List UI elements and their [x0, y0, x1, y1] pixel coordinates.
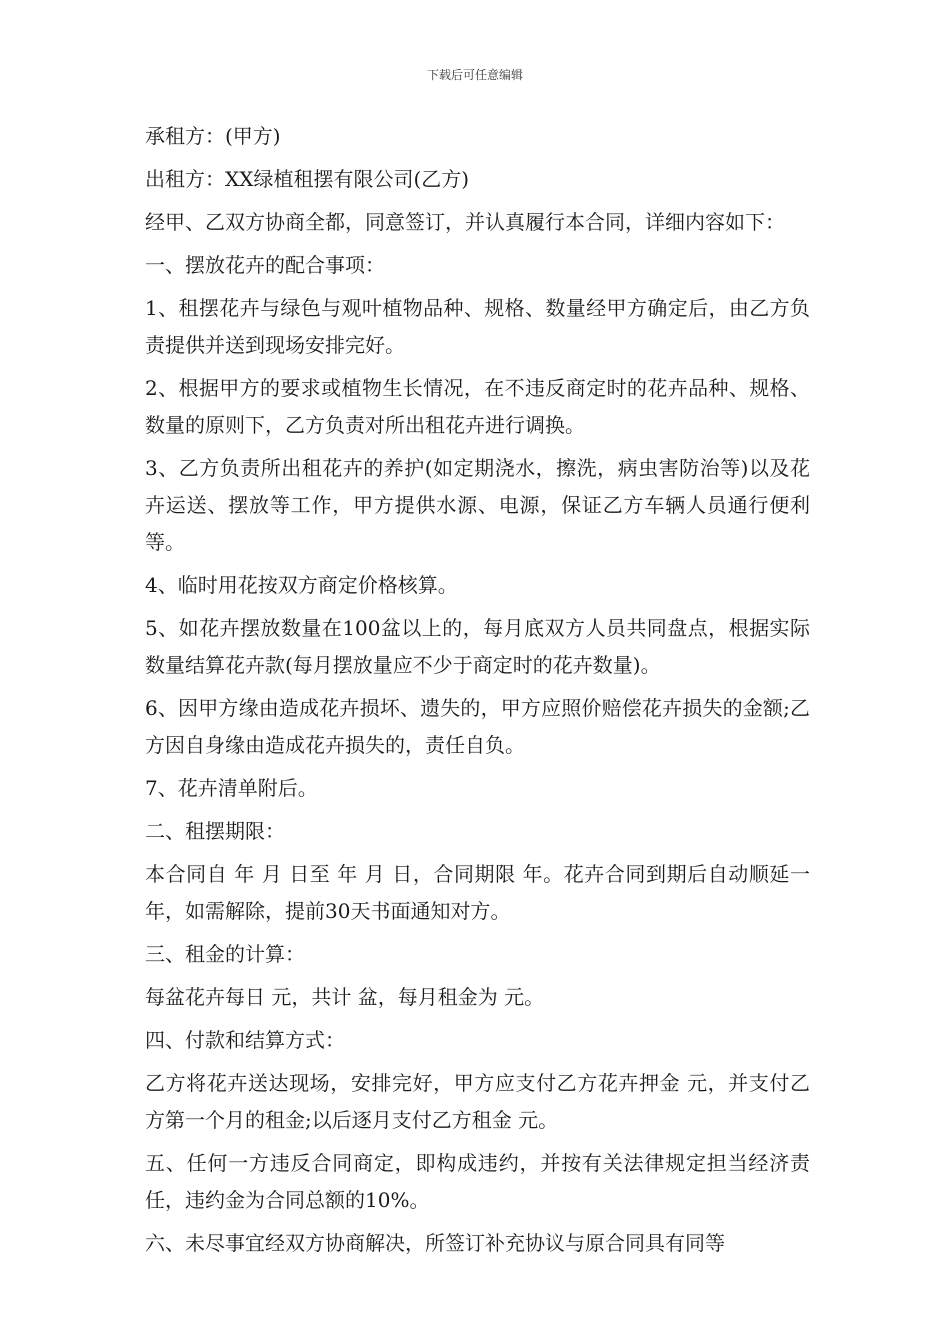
- section-heading-3: 三、租金的计算：: [145, 942, 305, 966]
- clause-6: 6、因甲方缘由造成花卉损坏、遗失的，甲方应照价赔偿花卉损失的金额;乙方因自身缘由造成花卉损失的，责任自负。: [145, 696, 810, 757]
- clause-3: 3、乙方负责所出租花卉的养护(如定期浇水，擦洗，病虫害防治等)以及花卉运送、摆放等工作，甲方提供水源、电源，保证乙方车辆人员通行便利等。: [145, 456, 810, 554]
- section-heading-1: 一、摆放花卉的配合事项：: [145, 253, 385, 277]
- page-header: 下载后可任意编辑: [426, 68, 523, 82]
- term-paragraph: 本合同自 年 月 日至 年 月 日，合同期限 年。花卉合同到期后自动顺延一年，如需解除，提前30天书面通知对方。: [145, 862, 810, 923]
- rent-paragraph: 每盆花卉每日 元，共计 盆，每月租金为 元。: [145, 985, 545, 1009]
- intro-paragraph: 经甲、乙双方协商全都，同意签订，并认真履行本合同，详细内容如下：: [145, 210, 785, 234]
- section-heading-4: 四、付款和结算方式：: [145, 1028, 345, 1052]
- clause-1: 1、租摆花卉与绿色与观叶植物品种、规格、数量经甲方确定后，由乙方负责提供并送到现场安排完好。: [145, 296, 810, 357]
- section-5-paragraph: 五、任何一方违反合同商定，即构成违约，并按有关法律规定担当经济责任，违约金为合同总额的10%。: [145, 1151, 810, 1212]
- clause-4: 4、临时用花按双方商定价格核算。: [145, 573, 458, 597]
- clause-7: 7、花卉清单附后。: [145, 776, 318, 800]
- clause-2: 2、根据甲方的要求或植物生长情况，在不违反商定时的花卉品种、规格、数量的原则下，乙方负责对所出租花卉进行调换。: [145, 376, 810, 437]
- lessor-line: 出租方：XX绿植租摆有限公司(乙方): [145, 167, 470, 191]
- payment-paragraph: 乙方将花卉送达现场，安排完好，甲方应支付乙方花卉押金 元，并支付乙方第一个月的租金;以后逐月支付乙方租金 元。: [145, 1071, 810, 1132]
- section-6-paragraph: 六、未尽事宜经双方协商解决，所签订补充协议与原合同具有同等: [145, 1231, 725, 1255]
- lessee-line: 承租方：(甲方): [145, 124, 281, 148]
- document-body: [145, 118, 810, 1268]
- clause-5: 5、如花卉摆放数量在100盆以上的，每月底双方人员共同盘点，根据实际数量结算花卉款(每月摆放量应不少于商定时的花卉数量)。: [145, 616, 810, 677]
- section-heading-2: 二、租摆期限：: [145, 819, 285, 843]
